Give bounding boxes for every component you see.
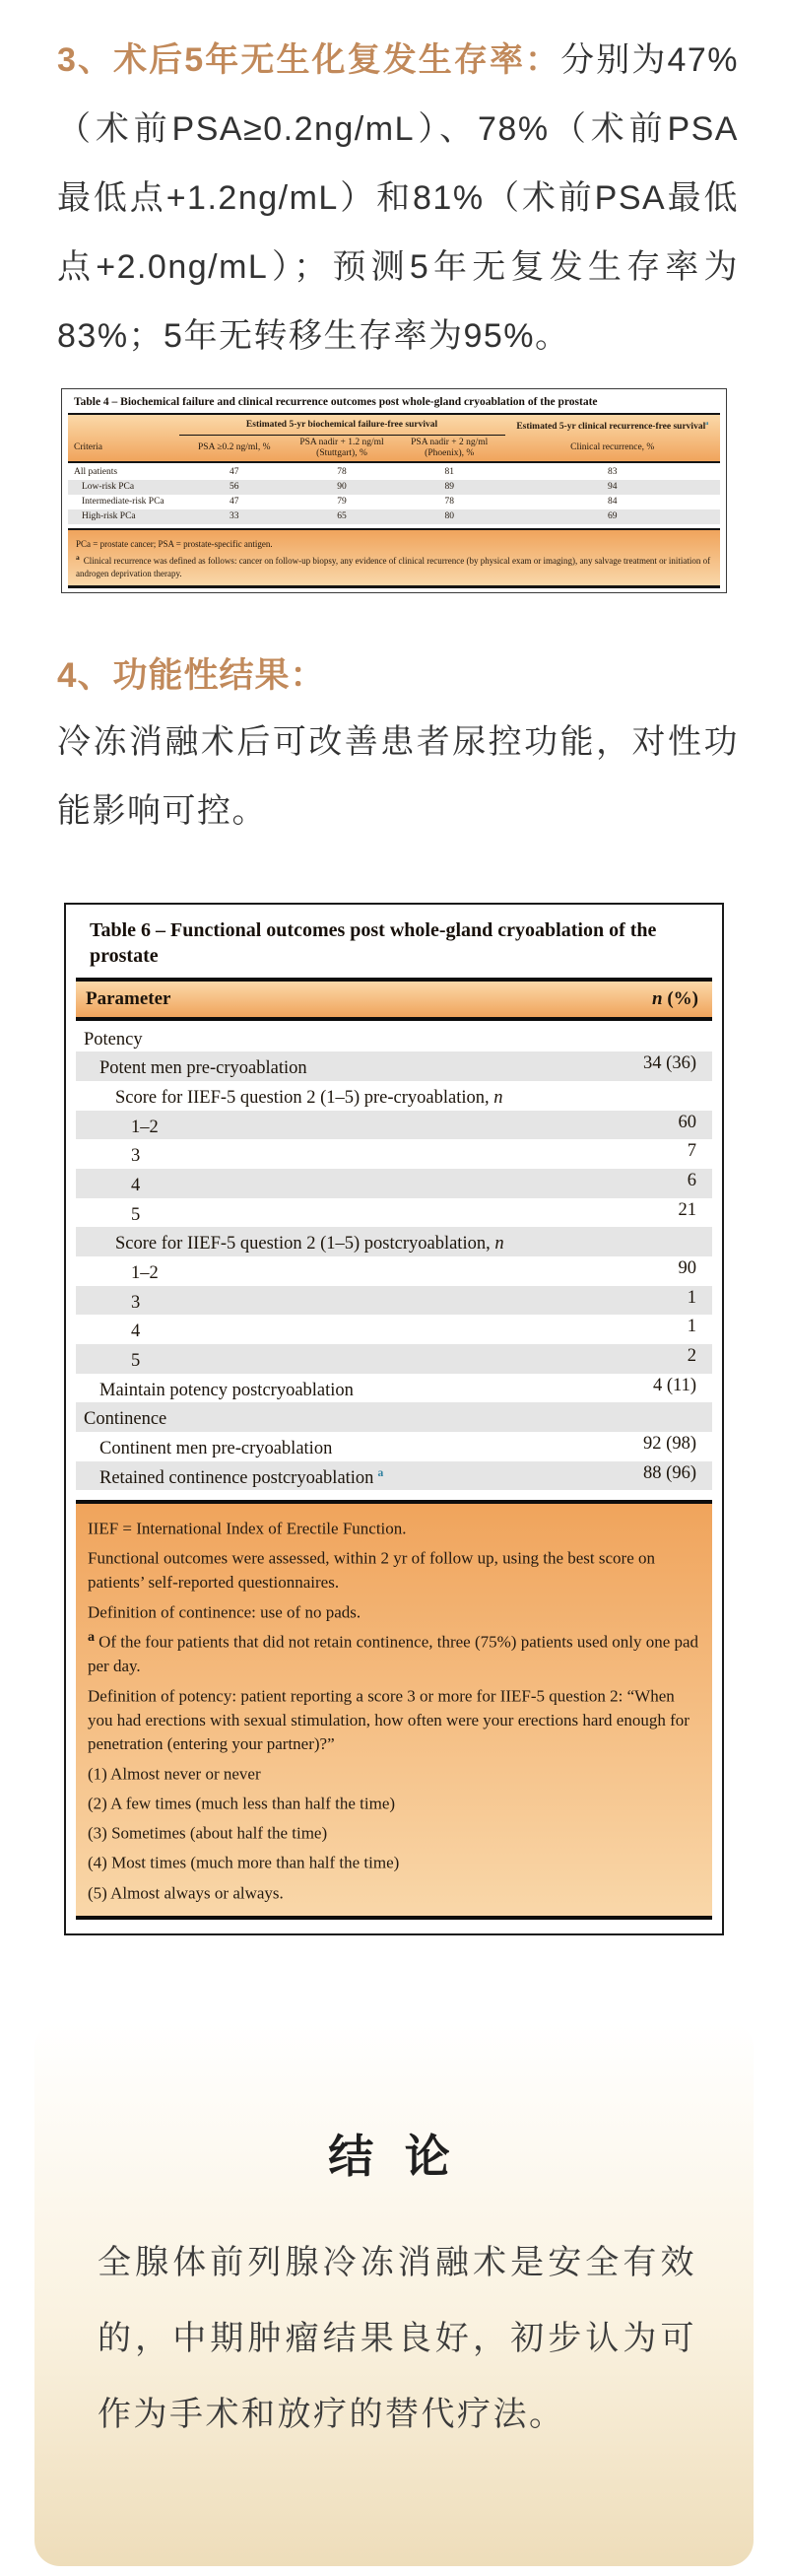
- footnote-text: Functional outcomes were assessed, within 2 yr of follow up, using the best score on patients’ self-reported questionnaires.: [88, 1548, 656, 1593]
- row-label: 1–2: [131, 1117, 159, 1137]
- cell-value: 7: [687, 1141, 696, 1162]
- cell-value: 78: [444, 496, 454, 507]
- cell-value: 2: [687, 1345, 696, 1366]
- table6-title: Table 6 – Functional outcomes post whole-gland cryoablation of the prostate: [90, 918, 657, 967]
- table4-figure: [61, 388, 727, 593]
- footnote-text: PCa = prostate cancer; PSA = prostate-specific antigen.: [76, 538, 273, 549]
- row-label: Potent men pre-cryoablation: [99, 1058, 307, 1079]
- cell-value: 90: [678, 1257, 696, 1278]
- cell-value: 65: [337, 510, 347, 521]
- footnote-text: Definition of potency: patient reporting a score 3 or more for IIEF-5 question 2: “When you had erections with sexual stimulation, how often were your erections hard enough for penetration (entering your partner)?”: [88, 1686, 690, 1754]
- conclusion-heading: 结 论: [328, 2131, 460, 2182]
- footnote-line: [88, 1595, 700, 1625]
- n-symbol: n: [652, 987, 663, 1009]
- cell-value: 34 (36): [643, 1053, 696, 1074]
- table4-header-table: [68, 415, 720, 461]
- row-label: Potency: [84, 1029, 143, 1050]
- table6-header-band: [76, 982, 712, 1017]
- table-row: [76, 1111, 712, 1140]
- table-row: [76, 1139, 712, 1169]
- cell-value: 47: [230, 496, 239, 507]
- table6-figure: [64, 903, 724, 1935]
- row-label: Continence: [84, 1409, 167, 1430]
- cell-value: [568, 1081, 712, 1111]
- table6-rows: [76, 1021, 712, 1495]
- table4-col-stuttgart: PSA nadir + 1.2 ng/ml (Stuttgart), %: [299, 437, 384, 458]
- cell-value: 21: [678, 1199, 696, 1220]
- cell-value: 4 (11): [652, 1375, 696, 1395]
- cell-value: 79: [337, 496, 347, 507]
- row-label: All patients: [74, 466, 118, 477]
- row-label: 3: [131, 1146, 141, 1167]
- cell-value: 92 (98): [643, 1433, 696, 1454]
- footnote-text: Clinical recurrence was defined as follows: cancer on follow-up biopsy, any evidence of clinical recurrence (by physical exam or imaging), any salvage treatment or initiation of androgen deprivation therapy.: [76, 555, 711, 578]
- table-row: [68, 465, 720, 480]
- table6-col-n-percent: [652, 988, 712, 1010]
- table4-group2-footnote-marker: a: [705, 421, 709, 427]
- table4-group-row: [68, 415, 720, 435]
- table-row: [76, 1227, 712, 1256]
- footnote-text: Of the four patients that did not retain continence, three (75%) patients used only one pad per day.: [88, 1632, 699, 1676]
- footnote-line: [88, 1876, 700, 1906]
- cell-value: 80: [444, 510, 454, 521]
- table-row: [68, 509, 720, 524]
- table-row: [76, 1315, 712, 1344]
- table-row: [76, 1461, 712, 1491]
- footnote-text: Definition of continence: use of no pads.: [88, 1602, 361, 1622]
- table4-group2-header: [505, 415, 721, 435]
- footnote-line: [88, 1757, 700, 1787]
- footnote-line: [88, 1679, 700, 1757]
- table-row: [76, 1344, 712, 1374]
- cell-value: 69: [608, 510, 618, 521]
- table-row: [76, 1023, 712, 1052]
- row-label: Retained continence postcryoablation $^a$: [99, 1466, 384, 1488]
- cell-value: 88 (96): [643, 1462, 696, 1483]
- table4-col-psa02: PSA ≥0.2 ng/ml, %: [198, 442, 271, 453]
- footnote-marker: a: [76, 552, 80, 562]
- footnote-line: [88, 1846, 700, 1875]
- cell-value: 84: [608, 496, 618, 507]
- table-row: [76, 1051, 712, 1081]
- table4-title: Table 4 – Biochemical failure and clinical recurrence outcomes post whole-gland cryoablation of the prostate: [74, 396, 598, 408]
- table4-header-rule: [68, 461, 720, 463]
- conclusion-paragraph: 全腺体前列腺冷冻消融术是安全有效的，中期肿瘤结果良好，初步认为可作为手术和放疗的替代疗法。: [98, 2244, 696, 2433]
- table-row: [76, 1402, 712, 1432]
- table4-subheader-row: [68, 435, 720, 461]
- cell-value: 47: [230, 466, 239, 477]
- table-row: [76, 1198, 712, 1228]
- section3-heading: 3、术后5年无生化复发生存率：: [57, 41, 561, 79]
- cell-value: 90: [337, 481, 347, 492]
- footnote-line: [88, 1512, 700, 1541]
- cell-value: 60: [678, 1112, 696, 1132]
- cell-value: 83: [608, 466, 618, 477]
- row-label: 1–2: [131, 1263, 159, 1284]
- cell-value: 1: [687, 1287, 696, 1308]
- row-label: 4: [131, 1176, 141, 1196]
- conclusion-card: [34, 2022, 754, 2566]
- table-row: [76, 1169, 712, 1198]
- table4-header-band: [68, 415, 720, 461]
- cell-value: 6: [687, 1170, 696, 1190]
- table6-footnotes: [76, 1504, 712, 1916]
- table-row: [76, 1374, 712, 1403]
- cell-value: 89: [444, 481, 454, 492]
- section3-paragraph: [0, 0, 788, 371]
- table4-col-criteria: Criteria: [74, 441, 103, 452]
- cell-value: 81: [444, 466, 454, 477]
- row-label: Continent men pre-cryoablation: [99, 1439, 333, 1458]
- row-label: High-risk PCa: [82, 510, 136, 521]
- table4-footnotes: [68, 530, 720, 585]
- cell-value: 56: [230, 481, 239, 492]
- row-label: 4: [131, 1322, 141, 1342]
- cell-value: [568, 1023, 712, 1052]
- footnote-line: $^a$ Of the four patients that did not retain continence, three (75%) patients used only one pad per day.: [88, 1629, 699, 1676]
- footnote-text: (2) A few times (much less than half the time): [88, 1794, 396, 1813]
- table4-group-empty-cell: [68, 415, 179, 435]
- cell-value: 94: [608, 481, 618, 492]
- footnote-text: IIEF = International Index of Erectile Function.: [88, 1519, 407, 1538]
- cell-value: 33: [230, 510, 239, 521]
- table-row: [76, 1081, 712, 1111]
- row-label: Score for IIEF-5 question 2 (1–5) postcryoablation, n: [115, 1234, 504, 1254]
- table-row: [76, 1286, 712, 1316]
- footnote-text: (5) Almost always or always.: [88, 1883, 284, 1903]
- table4-group1-header: [179, 415, 505, 435]
- table4-group2-label: Estimated 5-yr clinical recurrence-free survival: [516, 422, 706, 433]
- row-label: 3: [131, 1292, 141, 1313]
- table4-col-phoenix: PSA nadir + 2 ng/ml (Phoenix), %: [411, 437, 489, 458]
- footnote-text: (3) Sometimes (about half the time): [88, 1823, 328, 1843]
- cell-value: [568, 1227, 712, 1256]
- row-label: Low-risk PCa: [82, 481, 135, 492]
- table4-col-clinical-recurrence: Clinical recurrence, %: [570, 441, 655, 452]
- cell-value: 1: [687, 1317, 696, 1337]
- section4-heading: 4、功能性结果：: [57, 655, 326, 695]
- footnote-line: [76, 534, 712, 551]
- table4-bottom-rule: [68, 585, 720, 588]
- table-row: [68, 495, 720, 509]
- table-row: [76, 1432, 712, 1461]
- row-label: Score for IIEF-5 question 2 (1–5) pre-cryoablation, n: [115, 1088, 503, 1109]
- footnote-line: [88, 1816, 700, 1846]
- table4-group1-label: Estimated 5-yr biochemical failure-free survival: [245, 420, 438, 431]
- footnote-line: [88, 1787, 700, 1816]
- row-label: 5: [131, 1351, 141, 1372]
- section4-paragraph: 冷冻消融术后可改善患者尿控功能，对性功能影响可控。: [57, 722, 739, 830]
- table-row: [68, 480, 720, 495]
- row-label: 5: [131, 1204, 141, 1225]
- table6-bottom-rule: [76, 1916, 712, 1920]
- cell-value: 78: [337, 466, 347, 477]
- percent-label: (%): [662, 987, 698, 1009]
- table6-col-parameter: Parameter: [86, 987, 171, 1009]
- row-label: Maintain potency postcryoablation: [99, 1380, 354, 1400]
- footnote-line: [88, 1541, 700, 1595]
- footnote-text: (4) Most times (much more than half the time): [88, 1854, 400, 1873]
- footnote-line: [76, 551, 712, 580]
- footnote-text: (1) Almost never or never: [88, 1764, 261, 1784]
- cell-value: [568, 1402, 712, 1432]
- section3-body: 分别为47%（术前PSA≥0.2ng/mL）、78%（术前PSA最低点+1.2ng/mL）和81%（术前PSA最低点+2.0ng/mL）；预测5年无复发生存率为83%；5年无转移生存率为95%。: [57, 41, 739, 355]
- table4-body-table: [68, 465, 720, 524]
- table-row: [76, 1256, 712, 1286]
- row-label: Intermediate-risk PCa: [82, 496, 164, 507]
